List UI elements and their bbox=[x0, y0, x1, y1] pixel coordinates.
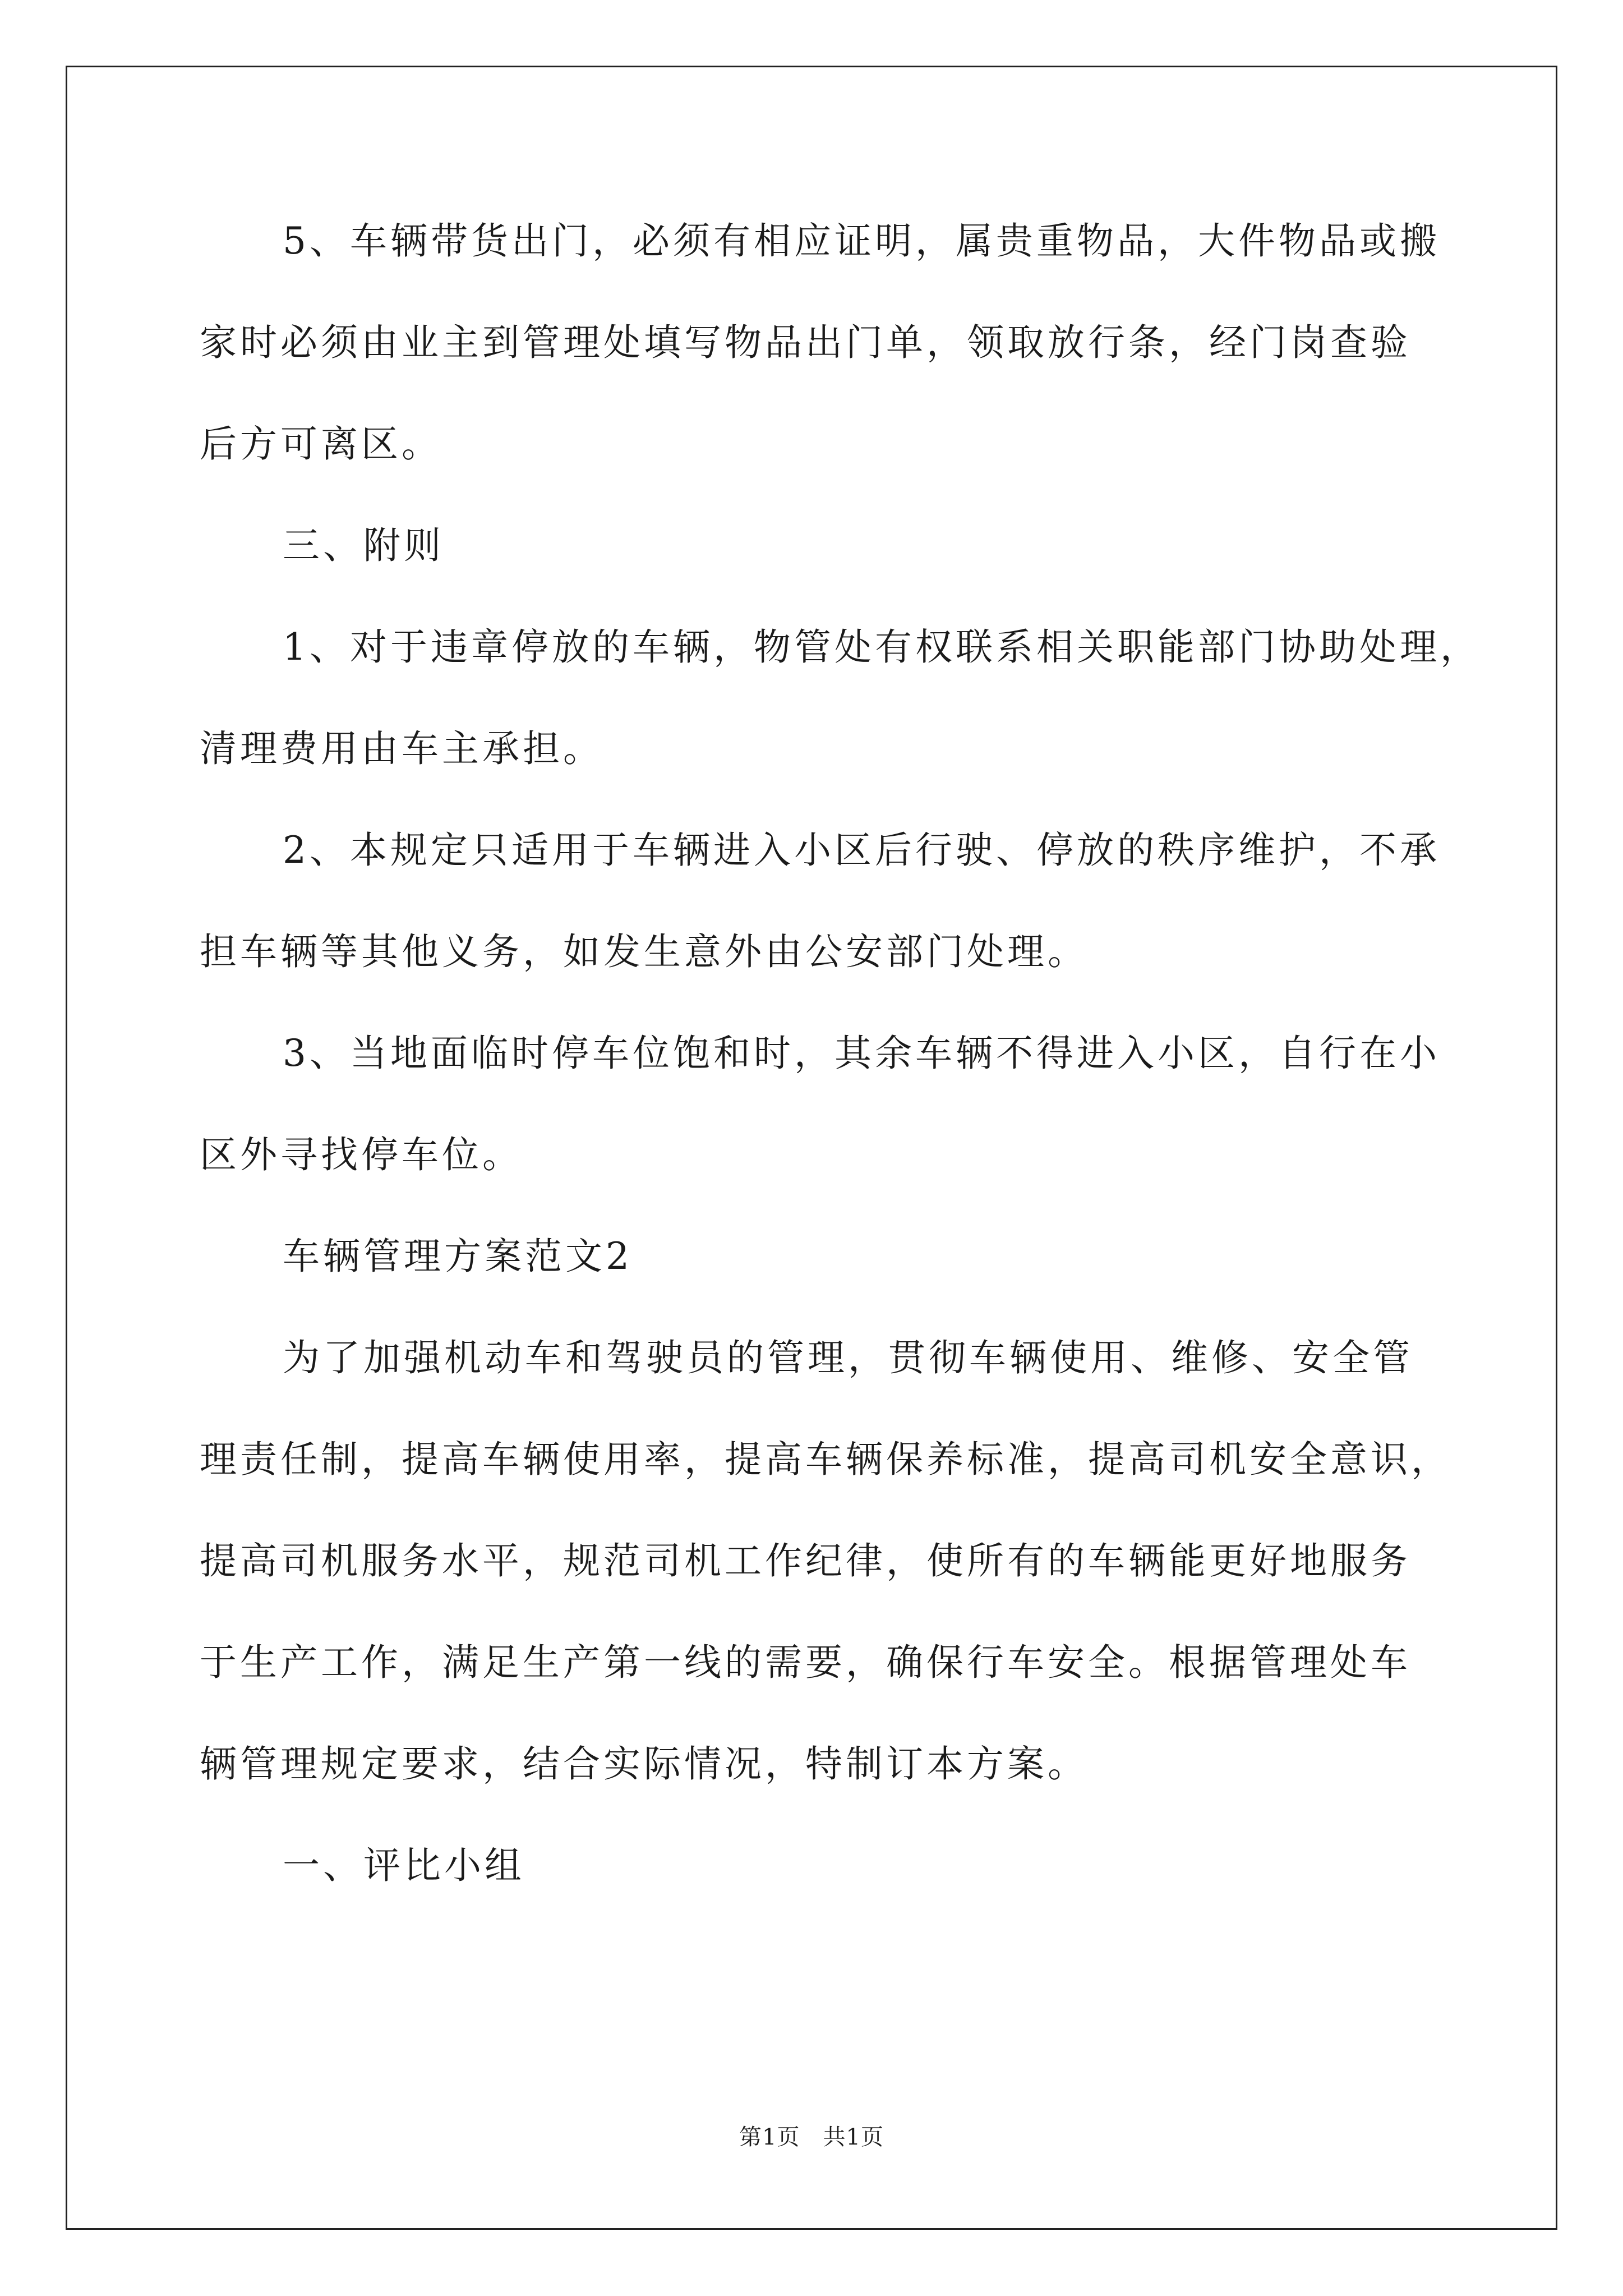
paragraph-line: 5、车辆带货出门，必须有相应证明，属贵重物品，大件物品或搬 bbox=[283, 219, 1440, 263]
paragraph-line: 担车辆等其他义务，如发生意外由公安部门处理。 bbox=[200, 930, 1088, 973]
paragraph-line: 1、对于违章停放的车辆，物管处有权联系相关职能部门协助处理， bbox=[283, 625, 1481, 669]
paragraph-line: 区外寻找停车位。 bbox=[200, 1133, 523, 1176]
paragraph-line: 3、当地面临时停车位饱和时，其余车辆不得进入小区，自行在小 bbox=[283, 1032, 1440, 1075]
paragraph-line: 理责任制，提高车辆使用率，提高车辆保养标准，提高司机安全意识， bbox=[200, 1438, 1451, 1481]
paragraph-line: 清理费用由车主承担。 bbox=[200, 727, 603, 770]
paragraph-line: 为了加强机动车和驾驶员的管理，贯彻车辆使用、维修、安全管 bbox=[283, 1336, 1413, 1379]
paragraph-line: 2、本规定只适用于车辆进入小区后行驶、停放的秩序维护，不承 bbox=[283, 829, 1440, 872]
article-title: 车辆管理方案范文2 bbox=[283, 1235, 633, 1278]
paragraph-line: 辆管理规定要求，结合实际情况，特制订本方案。 bbox=[200, 1742, 1088, 1786]
section-heading: 三、附则 bbox=[283, 524, 444, 567]
paragraph-line: 家时必须由业主到管理处填写物品出门单，领取放行条，经门岗查验 bbox=[200, 321, 1411, 364]
paragraph-line: 提高司机服务水平，规范司机工作纪律，使所有的车辆能更好地服务 bbox=[200, 1539, 1411, 1582]
section-heading: 一、评比小组 bbox=[283, 1844, 525, 1887]
paragraph-line: 后方可离区。 bbox=[200, 422, 442, 466]
page-number: 第1页 共1页 bbox=[739, 2124, 884, 2150]
paragraph-line: 于生产工作，满足生产第一线的需要，确保行车安全。根据管理处车 bbox=[200, 1641, 1411, 1684]
